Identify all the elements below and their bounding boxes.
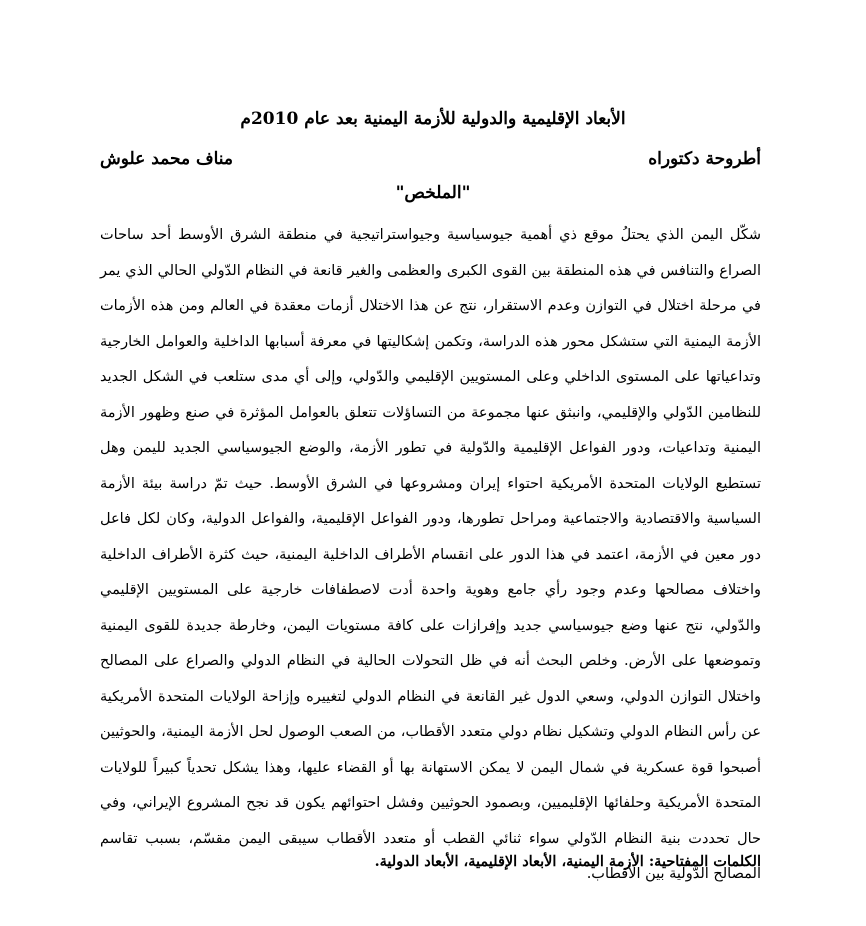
document-title: الأبعاد الإقليمية والدولية للأزمة اليمنية بعد عام 2010م xyxy=(240,109,626,129)
meta-row xyxy=(100,146,761,172)
author-name: مناف محمد علوش xyxy=(100,149,234,169)
degree-label: أطروحة دكتوراه xyxy=(648,149,761,169)
abstract-text: شكّل اليمن الذي يحتلُ موقع ذي أهمية جيوسياسية وجيواستراتيجية في منطقة الشرق الأوسط أحد ساحات الصراع والتنافس في هذه المنطقة بين القوى الكبرى والعظمى والغير قانعة في النظام الدّولي الحالي الذي يمر في مرحلة اختلال في التوازن وعدم الاستقرار، نتج عن هذا الاختلال أزمات معقدة في العالم ومن هذه الأزمات الأزمة اليمنية التي ستشكل محور هذه الدراسة، وتكمن إشكاليتها في معرفة أسبابها الداخلية والعوامل الخارجية وتداعياتها على المستوى الداخلي وعلى المستويين الإقليمي والدّولي، وإلى أي مدى ستلعب في الشكل الجديد للنظامين الدّولي والإقليمي، وانبثق عنها مجموعة من التساؤلات تتعلق بالعوامل المؤثرة في صنع وظهور الأزمة اليمنية وتداعيات، ودور الفواعل الإقليمية والدّولية في تطور الأزمة، والوضع الجيوسياسي الجديد لليمن وهل تستطيع الولايات المتحدة الأمريكية احتواء إيران ومشروعها في الشرق الأوسط. حيث تمّ دراسة بيئة الأزمة السياسية والاقتصادية والاجتماعية ومراحل تطورها، ودور الفواعل الإقليمية، والفواعل الدولية، وكان لكل فاعل دور معين في الأزمة، اعتمد في هذا الدور على انقسام الأطراف الداخلية اليمنية، حيث كثرة الأطراف الداخلية واختلاف مصالحها وعدم وجود رأي جامع وهوية واحدة أدت لاصطفافات خارجية على المستويين الإقليمي والدّولي، نتج عنها وضع جيوسياسي جديد وإفرازات على كافة مستويات اليمن، وخارطة جديدة للقوى اليمنية وتموضعها على الأرض. وخلص البحث أنه في ظل التحولات الحالية في النظام الدولي والصراع على المصالح واختلال التوازن الدولي، وسعي الدول غير القانعة في النظام الدولي لتغييره وإزاحة الولايات المتحدة الأمريكية عن رأس النظام الدولي وتشكيل نظام دولي متعدد الأقطاب، من الصعب الوصول لحل الأزمة اليمنية، والحوثيين أصبحوا قوة عسكرية في شمال اليمن لا يمكن الاستهانة بها أو القضاء عليها، وهذا يشكل تحدياً كبيراً للولايات المتحدة الأمريكية وحلفائها الإقليميين، وبصمود الحوثيين وفشل احتوائهم يكون قد نجح المشروع الإيراني، وفي حال تحددت بنية النظام الدّولي سواء ثنائي القطب أو متعدد الأقطاب سيبقى اليمن مقسّم، بسبب تقاسم المصالح الدّولية بين الأقطاب. xyxy=(100,227,761,882)
summary-heading: "الملخص" xyxy=(395,183,471,203)
keywords-line: الكلمات المفتاحية: الأزمة اليمنية، الأبعاد الإقليمية، الأبعاد الدولية. xyxy=(374,853,761,870)
